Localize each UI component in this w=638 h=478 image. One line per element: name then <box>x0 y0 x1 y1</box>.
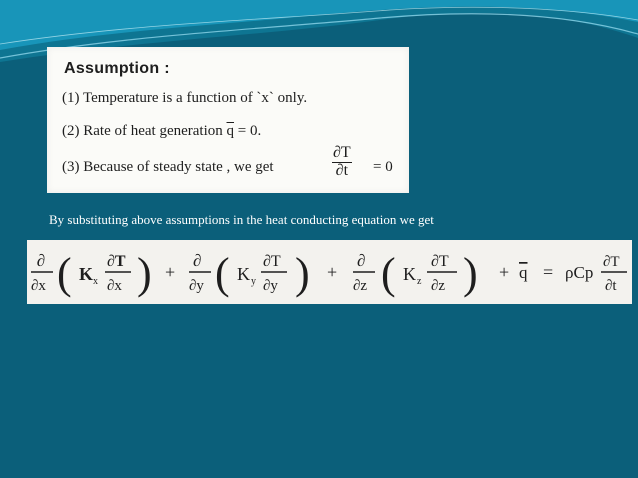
eq-plus-3: + <box>499 262 510 282</box>
eq-dt: ∂t <box>605 278 617 294</box>
eq-plus-2: + <box>327 262 338 282</box>
eq-paren-open-1: ( <box>57 249 72 298</box>
eq-equals: = <box>543 262 554 282</box>
eq-k-z-sub: z <box>417 276 422 287</box>
eq-dz-1: ∂z <box>353 278 368 294</box>
eq-dy-1: ∂y <box>189 278 204 294</box>
eq-dx-2: ∂x <box>107 278 122 294</box>
eq-q: q <box>519 263 528 282</box>
eq-dT-1: ∂T <box>107 253 126 270</box>
eq-paren-close-1: ) <box>137 249 152 298</box>
eq-dT-3: ∂T <box>431 253 449 270</box>
heat-generation-symbol: $\overline{q}$ <box>226 123 235 139</box>
eq-d-1: ∂ <box>36 251 46 270</box>
assumption-line-3-text: (3) Because of steady state , we get <box>62 159 274 175</box>
eq-k-z: K <box>403 264 416 284</box>
eq-rho-cp: ρCp <box>565 263 594 282</box>
eq-k-y: K <box>237 264 250 284</box>
derivative-numerator: ∂T <box>333 144 351 161</box>
eq-paren-close-2: ) <box>295 249 310 298</box>
assumption-line-2-text: (2) Rate of heat generation <box>62 123 223 139</box>
heat-equation-panel <box>27 240 632 304</box>
assumption-line-2-value: = 0. <box>237 123 262 139</box>
caption-text: By substituting above assumptions in the heat conducting equation we get <box>49 212 434 227</box>
eq-paren-open-3: ( <box>381 249 396 298</box>
eq-d-2: ∂ <box>193 251 202 270</box>
eq-d-3: ∂ <box>357 251 366 270</box>
eq-k-x: K <box>79 264 94 284</box>
eq-dz-2: ∂z <box>431 278 446 294</box>
assumption-line-3 <box>62 159 274 176</box>
eq-dx-1: ∂x <box>31 278 46 294</box>
eq-dT-4: ∂T <box>603 254 620 270</box>
eq-dT-2: ∂T <box>263 253 281 270</box>
steady-state-derivative <box>332 145 352 180</box>
eq-plus-1: + <box>165 262 176 282</box>
eq-paren-close-3: ) <box>463 249 478 298</box>
eq-paren-open-2: ( <box>215 249 230 298</box>
eq-k-y-sub: y <box>251 276 256 287</box>
derivative-equals-zero: = 0 <box>373 159 393 175</box>
eq-dy-2: ∂y <box>263 278 278 294</box>
assumption-title: Assumption : <box>64 60 170 77</box>
derivative-denominator: ∂t <box>335 161 349 179</box>
assumption-line-2 <box>62 123 261 140</box>
assumption-line-1: (1) Temperature is a function of `x` only. <box>62 90 308 106</box>
heat-equation <box>27 240 632 304</box>
assumption-panel <box>47 47 409 193</box>
eq-k-x-sub: x <box>93 276 98 287</box>
